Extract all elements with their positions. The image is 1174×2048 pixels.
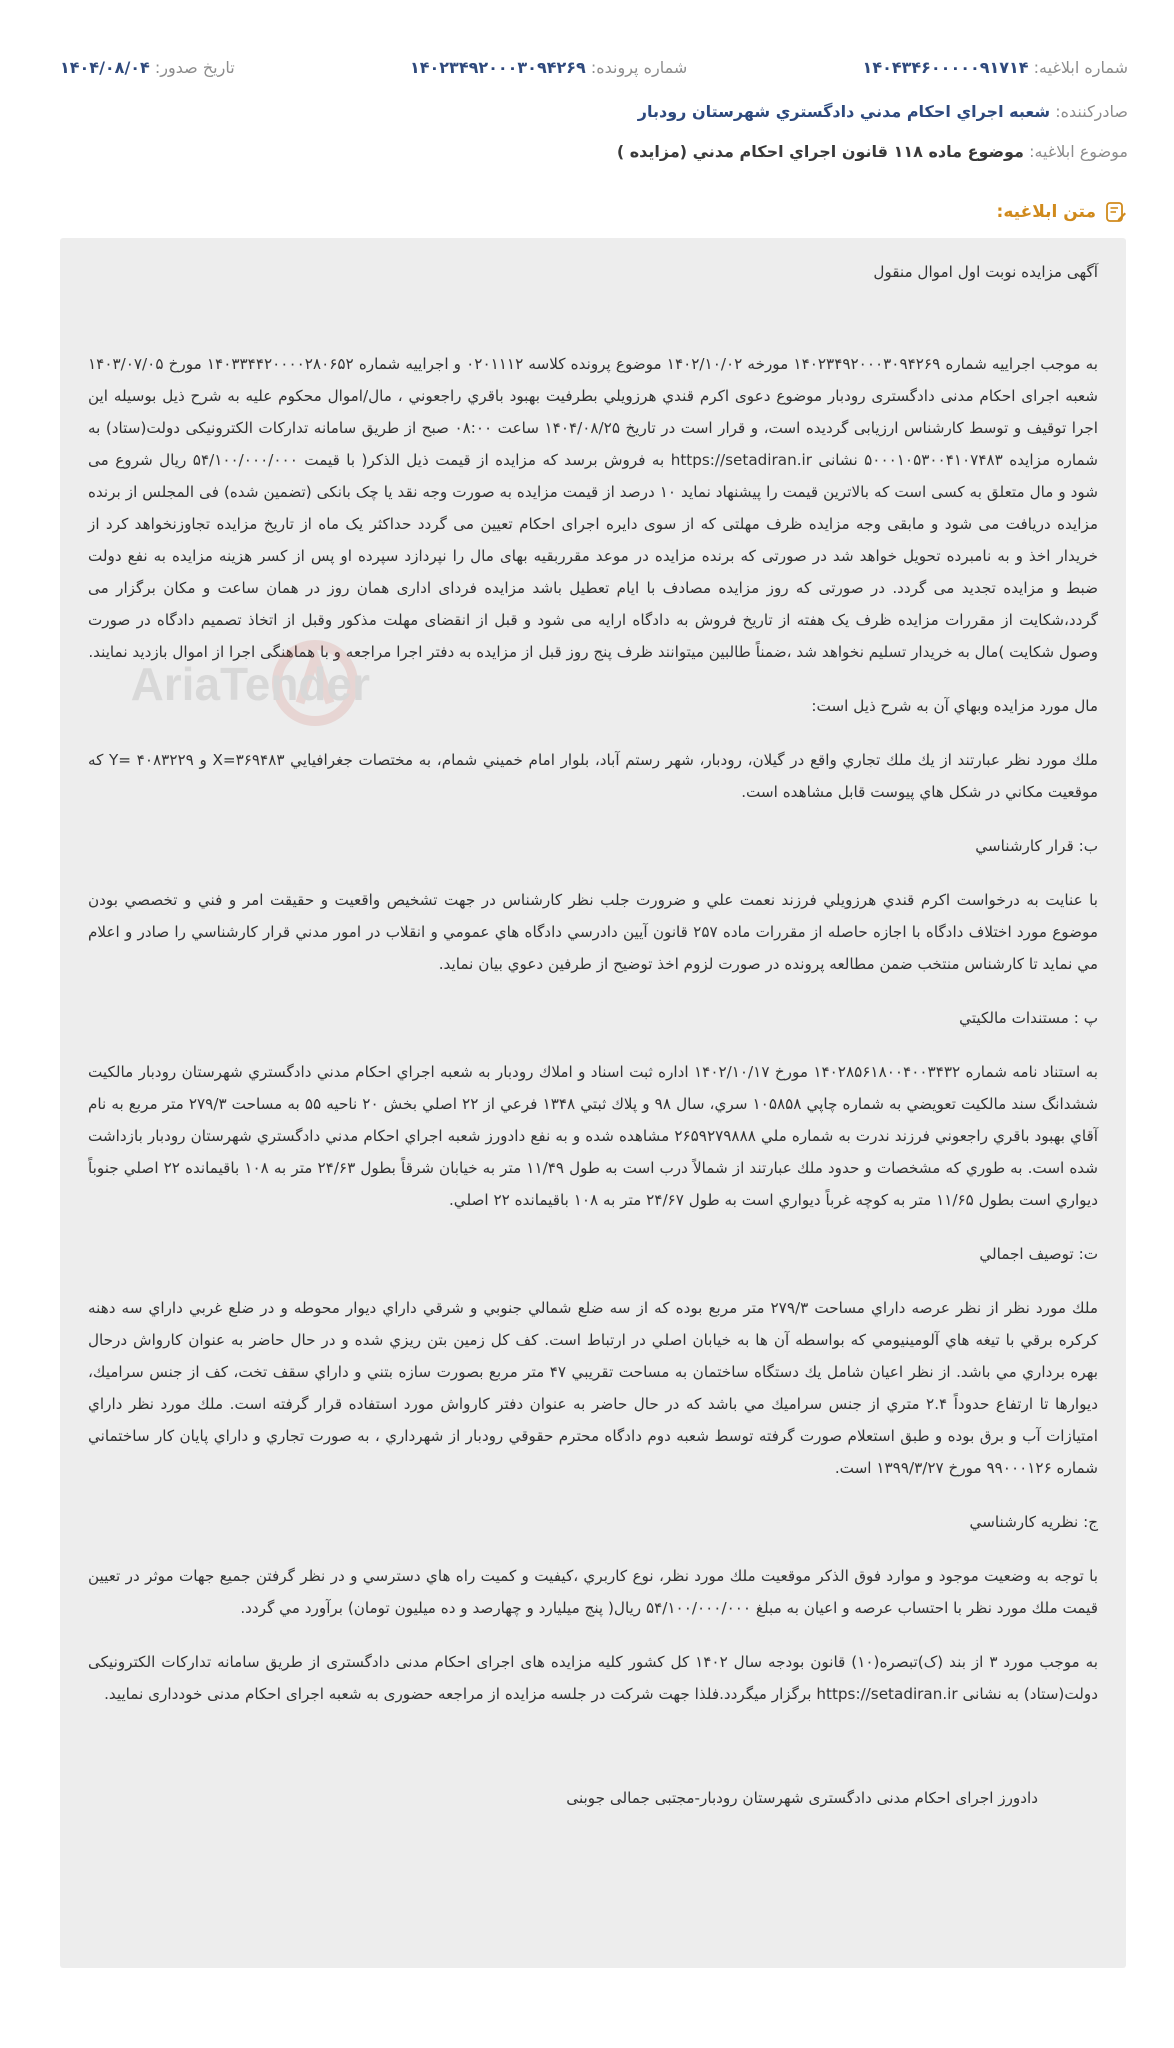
notice-number-field (863, 56, 1128, 80)
paragraph-main: به موجب اجراییه شماره ۱۴۰۲۳۴۹۲۰۰۰۳۰۹۴۲۶۹ مورخه ۱۴۰۲/۱۰/۰۲ موضوع پرونده کلاسه ۰۲۰۱۱۱۲ و اجراییه شماره ۱۴۰۳۳۴۴۲۰۰۰۰۲۸۰۶۵۲ مورخ ۱۴۰۳/۰۷/۰۵ شعبه اجرای احکام مدنی دادگستری رودبار موضوع دعوی اکرم قندي هرزويلي بطرفيت بهبود باقري راجعوني ، مال/اموال محکوم علیه به شرح ذیل بوسیله این اجرا توقیف و توسط کارشناس ارزیابی گردیده است، و قرار است در تاریخ ۱۴۰۴/۰۸/۲۵ ساعت ۰۸:۰۰ صبح از طریق سامانه تدارکات الکترونیکی دولت(ستاد) به شماره مزایده ۵۰۰۰۱۰۵۳۰۰۴۱۰۷۴۸۳ نشانی https://setadiran.ir به فروش برسد که مزایده از قیمت ذیل الذکر( با قیمت ۵۴/۱۰۰/۰۰۰/۰۰۰ ریال شروع می شود و مال متعلق به کسی است که بالاترین قیمت را پیشنهاد نماید ۱۰ درصد از قیمت مزایده به صورت وجه نقد یا چک بانکی (تضمین شده) فی المجلس از برنده مزایده دریافت می شود و مابقی وجه مزایده ظرف مهلتی که از سوی دایره اجرای احکام تعیین می گردد حداکثر یک ماه از تاریخ مزایده تجاوزنخواهد کرد از خریدار اخذ و به نامبرده تحویل خواهد شد در صورتی که برنده مزایده در موعد مقرربقیه بهای مال را نپردازد سپرده او پس از کسر هزینه مزایده به نفع دولت ضبط و مزایده تجدید می گردد. در صورتی که روز مزایده مصادف با ایام تعطیل باشد مزایده فردای اداری همان روز در همان ساعت و مکان برگزار می گردد،شکایت از مقررات مزایده ظرف یک هفته از تاریخ فروش به دادگاه ارایه می شود و قبل از انقضای مهلت مذکور وقبل از اتخاذ تصمیم دادگاه در صورت وصول شکایت )مال به خریدار تسلیم نخواهد شد ،ضمناً طالبین میتوانند ظرف پنج روز قبل از مزایده به دفتر اجرا مراجعه و با هماهنگی اجرا از اموال بازدید نمایند. (88, 355, 1099, 661)
issue-date: ۱۴۰۴/۰۸/۰۴ (60, 58, 150, 77)
issue-date-field (60, 56, 235, 80)
subheading-description: ت: توصيف اجمالي (979, 1245, 1098, 1263)
paragraph-description: ملك مورد نظر از نظر عرصه داراي مساحت ۲۷۹/۳ متر مربع بوده كه از سه ضلع شمالي جنوبي و شرقي داراي ديوار محوطه و در ضلع غربي داراي سه دهنه كركره برقي با تيغه هاي آلومينيومي كه بواسطه آن ها به خيابان اصلي در ارتباط است. كف كل زمين بتن ريزي شده و در حال حاضر به عنوان كارواش درحال بهره برداري مي باشد. از نظر اعيان شامل يك دستگاه ساختمان به مساحت تقريبي ۴۷ متر مربع بصورت سازه بتني و داراي سقف تخت، كف از جنس سراميك، ديوارها تا ارتفاع حدوداً ۲.۴ متري از جنس سراميك مي باشد كه در حال حاضر به عنوان دفتر كارواش مورد استفاده قرار گرفته است. ملك مورد نظر داراي امتيازات آب و برق بوده و طبق استعلام صورت گرفته توسط شعبه دوم دادگاه محترم حقوقي رودبار از شهرداري ، به صورت تجاري و داراي پايان كار ساختماني شماره ۹۹۰۰۰۱۲۶ مورخ ۱۳۹۹/۳/۲۷ است. (88, 1299, 1098, 1477)
issuer-row (60, 100, 1128, 124)
case-number-label: شماره پرونده: (590, 58, 688, 77)
notice-meta-row (60, 56, 1128, 80)
subject-label: موضوع ابلاغیه: (1029, 142, 1128, 161)
issuer-label: صادرکننده: (1055, 102, 1128, 121)
watermark-text: AriaTender (130, 658, 370, 710)
notice-heading: آگهی مزایده نوبت اول اموال منقول (873, 263, 1098, 281)
paragraph-setad-notice: به موجب مورد ۳ از بند (ک)تبصره(۱۰) قانون بودجه سال ۱۴۰۲ کل کشور کلیه مزایده های اجرای احکام مدنی دادگستری از طریق سامانه تدارکات الکترونیکی دولت(ستاد) به نشانی https://setadiran.ir برگزار میگردد.فلذا جهت شرکت در جلسه مزایده از مراجعه حضوری به شعبه اجرای احکام مدنی خودداری نمایید. (88, 1653, 1098, 1703)
subject: موضوع ماده ۱۱۸ قانون اجراي احكام مدني (مزايده ) (616, 142, 1024, 161)
paragraph-ownership: به استناد نامه شماره ۱۴۰۲۸۵۶۱۸۰۰۴۰۰۳۴۳۲ مورخ ۱۴۰۲/۱۰/۱۷ اداره ثبت اسناد و املاك رودبار به شعبه اجراي احكام مدني دادگستري شهرستان رودبار مالكيت ششدانگ سند مالكيت تعويضي به شماره چاپي ۱۰۵۸۵۸ سري، سال ۹۸ و پلاك ثبتي ۱۳۴۸ فرعي از ۲۲ اصلي بخش ۲۰ ناحيه ۵۵ به مساحت ۲۷۹/۳ متر مربع به نام آقاي بهبود باقري راجعوني فرزند ندرت به شماره ملي ۲۶۵۹۲۷۹۸۸۸ مشاهده شده و به نفع دادورز شعبه اجراي احكام مدني دادگستري شهرستان رودبار بازداشت شده است. به طوري كه مشخصات و حدود ملك عبارتند از شمالاً درب است به طول ۱۱/۴۹ متر به خيابان شرقاً بطول ۲۴/۶۳ متر به ۱۰۸ باقيمانده ۲۲ اصلي جنوباً ديواري است بطول ۱۱/۶۵ متر به كوچه غرباً ديواري است به طول ۲۴/۶۷ متر به ۱۰۸ باقيمانده ۲۲ اصلي. (88, 1063, 1098, 1209)
case-number-field (410, 56, 687, 80)
notice-content (60, 238, 1126, 1968)
subheading-property: مال مورد مزايده وبهاي آن به شرح ذيل است: (811, 697, 1098, 715)
signature: دادورز اجرای احکام مدنی دادگستری شهرستان رودبار-مجتبی جمالی جوبنی (566, 1789, 1038, 1807)
case-number: ۱۴۰۲۳۴۹۲۰۰۰۳۰۹۴۲۶۹ (409, 58, 586, 77)
subheading-expert-order: ب: قرار كارشناسي (975, 837, 1098, 855)
notice-text-title: متن ابلاغیه: (996, 202, 1096, 222)
subheading-ownership: پ : مستندات مالكيتي (959, 1009, 1098, 1027)
paragraph-expert-order: با عنايت به درخواست اكرم قندي هرزويلي فرزند نعمت علي و ضرورت جلب نظر كارشناس در جهت تشخيص واقعيت و حقيقت امر و فني و تخصصي بودن موضوع مورد اختلاف دادگاه با اجازه حاصله از مقررات ماده ۲۵۷ قانون آيين دادرسي دادگاه هاي عمومي و انقلاب در امور مدني قرار كارشناسي را صادر و اعلام مي نمايد تا كارشناس منتخب ضمن مطالعه پرونده در صورت لزوم اخذ توضيح از طرفين دعوي بيان نمايد. (88, 891, 1098, 973)
subject-row (60, 140, 1128, 164)
issue-date-label: تاریخ صدور: (154, 58, 235, 77)
document-edit-icon (1104, 200, 1128, 224)
notice-number-label: شماره ابلاغیه: (1033, 58, 1128, 77)
paragraph-property: ملك مورد نظر عبارتند از يك ملك تجاري واقع در گيلان، رودبار، شهر رستم آباد، بلوار امام خميني شمام، به مختصات جغرافيايي X=۳۶۹۴۸۳ و Y= ۴۰۸۳۲۲۹ كه موقعيت مكاني در شكل هاي پيوست قابل مشاهده است. (88, 751, 1098, 801)
notice-text-heading (997, 200, 1128, 224)
paragraph-expert-opinion: با توجه به وضعيت موجود و موارد فوق الذكر موقعيت ملك مورد نظر، نوع كاربري ،كيفيت و كميت راه هاي دسترسي و در نظر گرفتن جميع جهات موثر در تعيين قيمت ملك مورد نظر با احتساب عرصه و اعيان به مبلغ ۵۴/۱۰۰/۰۰۰/۰۰۰ ريال( پنج ميليارد و چهارصد و ده ميليون تومان) برآورد مي گردد. (88, 1567, 1098, 1617)
notice-number: ۱۴۰۴۳۴۶۰۰۰۰۰۹۱۷۱۴ (862, 58, 1029, 77)
issuer: شعبه اجراي احكام مدني دادگستري شهرستان رودبار (637, 102, 1051, 121)
subheading-expert-opinion: ج: نظريه كارشناسي (969, 1513, 1098, 1531)
